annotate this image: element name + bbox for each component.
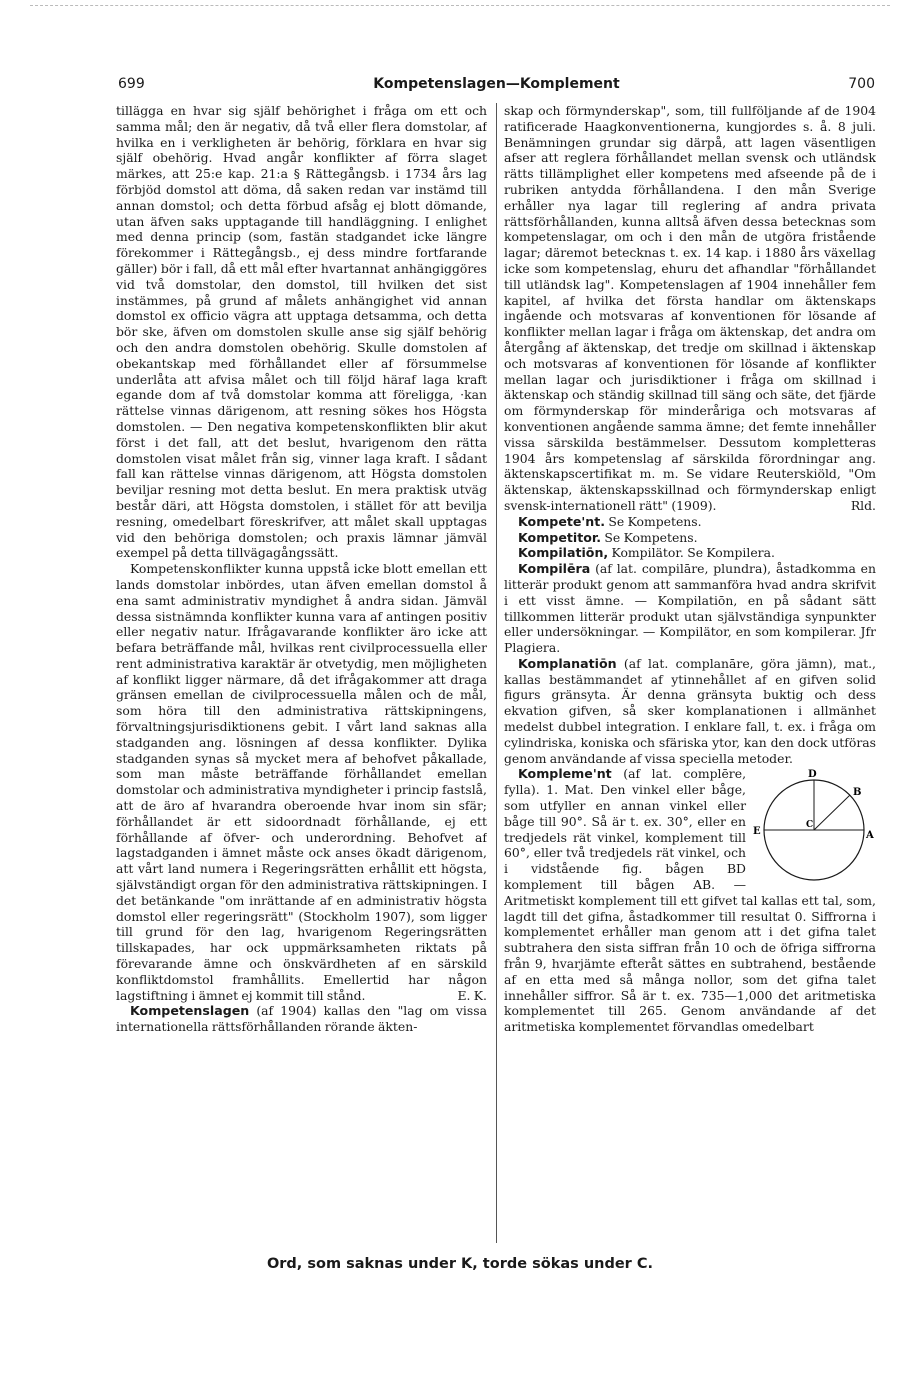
figure-label-a: A	[866, 830, 874, 842]
author-signature: E. K.	[457, 987, 487, 1003]
paragraph	[504, 103, 876, 514]
left-column	[116, 103, 487, 1243]
figure-radius-cb	[814, 795, 850, 830]
right-column	[504, 103, 876, 1243]
page-footer-note: Ord, som saknas under K, torde sökas under C.	[266, 1256, 654, 1272]
entry-text: (af lat. complēre, fylla). 1. Mat. Den vinkel eller båge, som utfyller en annan vinkel eller båge till 90°. Så är t. ex. 30°, eller en tredjedels rät vinkel, komplement till 60°, eller två tredjedels rät vinkel, och i vidstående fig. bågen BD komplement till bågen AB. — Aritmetiskt komplement till ett gifvet tal kallas ett tal, som, lagdt till det gifna, åstadkommer till resultat 0. Siffrorna i komplementet erhåller man genom att i det gifna talet subtrahera den sista siffran från 10 och de öfriga siffrorna från 9, hvarjämte efteråt sättes en subtrahend, bestående af en etta med så många nollor, som det gifna talet innehåller siffror. Så är t. ex. 735—1,000 det aritmetiska komplementet till 265. Genom användande af det aritmetiska komplementet förvandlas omedelbart	[504, 766, 876, 1035]
column-divider	[496, 103, 497, 1243]
entry-text: Kompilätor. Se Kompilera.	[611, 545, 775, 561]
paragraph-text: skap och förmynderskap", som, till fullföljande af de 1904 ratificerade Haagkonventionerna, kungjordes s. å. 8 juli. Benämningen grundar sig därpå, att lagen väsentligen afser att reglera förhållandet mellan svensk och utländsk rätts tillämplighet eller kompetens med afseende på de i rubriken antydda förhållandena. I den mån Sverige erhåller nya lagar till reglering af andra privata rättsförhållanden, kunna alltså äfven dessa betecknas som kompetenslagar, om och i den mån de utgöra fristående lagar; däremot betecknas t. ex. 14 kap. i 1880 års växellag icke som kompetenslag, ehuru det afhandlar "förhållandet till utländsk lag". Kompetenslagen af 1904 innehåller fem kapitel, af hvilka det första handlar om äktenskaps ingående och motsvaras af konventionen för lösande af konflikter mellan lagar i fråga om äktenskap, det andra om återgång af äktenskap, det tredje om skillnad i äktenskap och motsvaras af konventionen för lösande af konflikter mellan lagar och jurisdiktioner i fråga om skillnad i äktenskap och ständig skillnad till säng och säte, det fjärde om förmynderskap för minderåriga och motsvaras af konventionen angående samma ämne; det femte innehåller vissa särskilda bestämmelser. Dessutom kompletteras 1904 års kompetenslag af särskilda förordningar ang. äktenskapscertifikat m. m. Se vidare Reuterskiöld, "Om äktenskap, äktenskapsskillnad och förmynderskap enligt svensk-internationell rätt" (1909).	[504, 103, 876, 513]
figure-label-d: D	[808, 769, 817, 781]
headword: Kompleme'nt	[518, 766, 612, 782]
entry-text: (af lat. complanāre, göra jämn), mat., kallas bestämmandet af ytinnehållet af en gifven solid figurs gränsyta. Är denna gränsyta buktig och dess ekvation gifven, så sker komplanationen i allmänhet medelst dubbel integration. I enklare fall, t. ex. i fråga om cylindriska, koniska och sfäriska ytor, kan den dock utföras genom användande af vissa speciella metoder.	[504, 655, 876, 766]
entry-text: (af 1904) kallas den "lag om vissa internationella rättsförhållanden rörande äkten-	[116, 1003, 487, 1035]
entry-text: Se Kompetens.	[604, 529, 698, 545]
entry-text: Se Kompetens.	[608, 513, 702, 529]
complement-arc-figure	[752, 768, 876, 888]
page-number-left: 699	[118, 76, 145, 92]
page-header	[118, 76, 875, 98]
headword: Kompilēra	[518, 561, 591, 577]
entry-text: (af lat. compilāre, plundra), åstadkomma en litterär produkt genom att sammanföra hvad andra skrifvit i ett visst ämne. — Kompilatiōn, en på sådant sätt tillkommen litterär produkt utan självständiga synpunkter eller undersökningar. — Kompilätor, en som kompilerar. Jfr Plagiera.	[504, 561, 876, 656]
headword: Komplanatiōn	[518, 655, 617, 671]
running-title: Kompetenslagen—Komplement	[373, 76, 620, 92]
entry-kompilera	[504, 561, 876, 656]
entry-kompetent	[504, 514, 876, 530]
author-signature: Rld.	[850, 497, 876, 513]
headword: Kompilatiōn,	[518, 545, 609, 561]
entry-kompilation	[504, 545, 876, 561]
entry-kompetitor	[504, 530, 876, 546]
paragraph	[116, 561, 487, 1003]
headword: Kompetitor.	[518, 529, 602, 545]
entry-komplanation	[504, 656, 876, 767]
figure-label-b: B	[853, 787, 862, 799]
figure-label-c: C	[806, 820, 814, 831]
figure-label-e: E	[753, 826, 761, 838]
page-number-right: 700	[848, 76, 875, 92]
headword: Kompetenslagen	[130, 1003, 250, 1019]
paragraph: tillägga en hvar sig själf behörighet i fråga om ett och samma mål; den är negativ, då två eller flera domstolar, af hvilka en i verkligheten är behörig, förklara en hvar sig själf obehörig. Hvad angår konflikter af förra slaget märkes, att 25:e kap. 21:a § Rättegångsb. i 1734 års lag förbjöd domstol att döma, då saken redan var instämd till annan domstol; och detta förbud afsåg ej blott dömande, utan äfven saks upptagande till handläggning. I enlighet med denna princip (som, fastän stadgandet icke längre förekommer i Rättegångsb., ej dess mindre fortfarande gäller) bör i fall, då ett mål efter hvartannat anhängiggöres vid två domstolar, den domstol, till hvilken det sist instämmes, på grund af målets anhängighet vid annan domstol ex officio vägra att upptaga detsamma, och detta bör ske, äfven om domstolen skulle anse sig själf behörig och den andra domstolen obehörig. Skulle domstolen af obekantskap med förhållandet eller af försummelse underlåta att afvisa målet och till följd häraf laga kraft egande dom af två domstolar komma att föreligga, ·kan rättelse vinnas därigenom, att resning sökes hos Högsta domstolen. — Den negativa kompetenskonflikten blir akut först i det fall, att det beslut, hvarigenom den rätta domstolen visat målet från sig, vinner laga kraft. I sådant fall kan rättelse vinnas därigenom, att Högsta domstolen beviljar resning mot detta beslut. En mera praktisk utväg består däri, att Högsta domstolen, i stället för att bevilja resning, omedelbart föreskrifver, att målet skall upptagas vid den behöriga domstolen; och praxis lämnar jämväl exempel på detta tillvägagångssätt.	[116, 103, 487, 561]
paragraph-text: Kompetenskonflikter kunna uppstå icke blott emellan ett lands domstolar inbördes, utan äfven emellan domstol å ena samt administrativ myndighet å andra sidan. Jämväl dessa sistnämnda konflikter kunna vara af antingen positiv eller negativ natur. Ifrågavarande konflikter äro icke att befara beträffande mål, hvilkas rent civilprocessuella eller rent administrativa karaktär är otvetydig, men möjligheten af konflikt ligger närmare, då det ifrågakommer att draga gränsen emellan de civilprocessuella målen och de mål, som höra till den administrativa rättskipningens, förvaltningsjurisdiktionens gebit. I vårt land saknas alla stadganden ang. lösningen af dessa konflikter. Dylika stadganden synas så mycket mera af behofvet påkallade, som man måste beträffande förhållandet emellan domstolar och administrativa myndigheter i princip fastslå, att de äro af hvarandra oberoende hvar inom sin sfär; förhållandet är ett sidoordnadt förhållande, ej ett förhållande af öfver- och underordning. Behofvet af lagstadganden i ämnet måste ock anses ökadt därigenom, att vårt land numera i Regeringsrätten erhållit ett högsta, självständigt organ för den administrativa rättskipningen. I det betänkande "om inrättande af en administrativ högsta domstol eller regeringsrätt" (Stockholm 1907), som ligger till grund för den lag, hvarigenom Regeringsrätten tillskapades, har ock uppmärksamheten riktats på förevarande ämne och önskvärdheten af en särskild konfliktdomstol framhållits. Emellertid har någon lagstiftning i ämnet ej kommit till stånd.	[116, 561, 487, 1003]
entry-kompetenslagen	[116, 1003, 487, 1035]
headword: Kompete'nt.	[518, 513, 606, 529]
top-edge-rule	[30, 5, 890, 6]
